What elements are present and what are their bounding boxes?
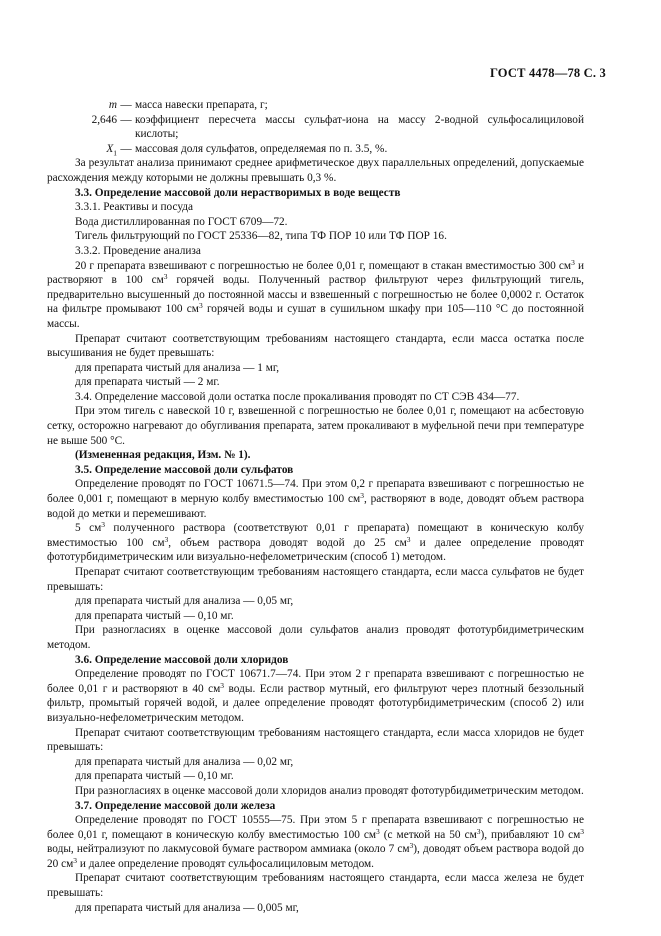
paragraph-3-6-procedure: Определение проводят по ГОСТ 10671.7—74. При этом 2 г препарата взвешивают с погрешностью не более 0,01 г и растворяют в 40 $см^3$ воды. Если раствор мутный, его фильтруют через плотный беззольный фильтр, промытый горячей водой, и далее определение проводят фототурбидиметрическим (способ 2) или визуально-нефелометрическим методом. — [47, 668, 584, 724]
section-heading-3-5: 3.5. Определение массовой доли сульфатов — [75, 463, 294, 476]
definition-symbol: m — [108, 99, 117, 111]
section-heading-3-3: 3.3. Определение массовой доли нерастворимых в воде веществ — [75, 186, 401, 199]
paragraph-3-6-requirement: Препарат считают соответствующим требованиям настоящего стандарта, если масса хлоридов не будет превышать: — [47, 726, 584, 754]
section-heading-3-6: 3.6. Определение массовой доли хлоридов — [75, 653, 289, 666]
definition-dash: — — [120, 142, 132, 155]
paragraph-3-5-procedure: Определение проводят по ГОСТ 10671.5—74. При этом 0,2 г препарата взвешивают с погрешностью не более 0,001 г, помещают в мерную колбу вместимостью 100 $см^3$, растворяют в воде, доводят объем раствора водой до метки и перемешивают. — [47, 478, 584, 520]
definition-symbol: $X_1$ — [106, 142, 117, 158]
definition-text: массовая доля сульфатов, определяемая по п. 3.5, %. — [135, 142, 388, 155]
paragraph-3-3-2-procedure: 20 г препарата взвешивают с погрешностью не более 0,01 г, помещают в стакан вместимостью 300 $см^3$ и растворяют в 100 $см^3$ горячей воды. Полученный раствор фильтруют через фильтрующий тигель, предварительно высушенный до постоянной массы и взвешенный с погрешностью не более 0,0002 г. Остаток на фильтре промывают 100 $см^3$ горячей воды и сушат в сушильном шкафу при 105—110 °С до постоянной массы. — [47, 257, 584, 330]
limit-item: для препарата чистый для анализа — 0,05 мг, — [75, 595, 294, 608]
limit-item: для препарата чистый для анализа — 0,005 мг, — [75, 901, 299, 914]
page-header: ГОСТ 4478—78 С. 3 — [489, 66, 606, 80]
paragraph-3-5-method: 5 $см^3$ полученного раствора (соответствуют 0,01 г препарата) помещают в коническую колбу вместимостью 100 $см^3$, объем раствора доводят водой до 25 $см^3$ и далее определение проводят фототурбидиметрическим или визуально-нефелометрическим (способ 1) методом. — [47, 520, 584, 564]
paragraph-result: За результат анализа принимают среднее арифметическое двух параллельных определений, допускаемые расхождения между которыми не должны превышать 0,3 %. — [47, 157, 584, 184]
document-body — [47, 98, 584, 915]
section-3-4: 3.4. Определение массовой доли остатка после прокаливания проводят по СТ СЭВ 434—77. — [75, 390, 520, 403]
definition-text: масса навески препарата, г; — [135, 99, 268, 111]
reagent-water: Вода дистиллированная по ГОСТ 6709—72. — [75, 215, 288, 228]
limit-item: для препарата чистый для анализа — 1 мг, — [75, 361, 280, 374]
limit-item: для препарата чистый — 0,10 мг. — [75, 770, 234, 783]
paragraph-3-6-dispute: При разногласиях в оценке массовой доли хлоридов анализ проводят фототурбидиметрическим методом. — [75, 784, 584, 797]
definition-symbol: 2,646 — [91, 113, 117, 126]
limit-item: для препарата чистый для анализа — 0,02 мг, — [75, 755, 294, 768]
paragraph-3-7-requirement: Препарат считают соответствующим требованиям настоящего стандарта, если масса железа не будет превышать: — [47, 872, 584, 900]
section-heading-3-7: 3.7. Определение массовой доли железа — [75, 799, 276, 812]
limit-item: для препарата чистый — 0,10 мг. — [75, 609, 234, 622]
paragraph-3-5-requirement: Препарат считают соответствующим требованиям настоящего стандарта, если масса сульфатов не будет превышать: — [47, 566, 584, 593]
reagent-crucible: Тигель фильтрующий по ГОСТ 25336—82, типа ТФ ПОР 10 или ТФ ПОР 16. — [75, 230, 447, 243]
definition-coefficient — [47, 113, 584, 142]
subsection-3-3-1: 3.3.1. Реактивы и посуда — [75, 201, 194, 214]
paragraph-3-5-dispute: При разногласиях в оценке массовой доли сульфатов анализ проводят фототурбидиметрическим методом. — [47, 624, 584, 651]
amendment-note: (Измененная редакция, Изм. № 1). — [75, 449, 251, 462]
paragraph-3-3-2-requirement: Препарат считают соответствующим требованиям настоящего стандарта, если масса остатка после высушивания не будет превышать: — [47, 332, 584, 360]
definition-dash: — — [120, 99, 132, 111]
subsection-3-3-2: 3.3.2. Проведение анализа — [75, 244, 201, 257]
definition-text: коэффициент пересчета массы сульфат-иона на массу 2-водной сульфосалициловой кислоты; — [135, 113, 584, 141]
paragraph-3-4-procedure: При этом тигель с навеской 10 г, взвешенной с погрешностью не более 0,01 г, помещают на асбестовую сетку, осторожно нагревают до обугливания препарата, затем прокаливают в муфельной печи при температуре не выше 500 °С. — [47, 405, 584, 447]
definition-x1 — [47, 142, 584, 157]
definition-m — [47, 98, 584, 113]
limit-item: для препарата чистый — 2 мг. — [75, 376, 220, 389]
definition-dash: — — [120, 113, 132, 126]
paragraph-3-7-procedure: Определение проводят по ГОСТ 10555—75. При этом 5 г препарата взвешивают с погрешностью не более 0,01 г, помещают в коническую колбу вместимостью 100 $см^3$ (с меткой на 50 $см^3$), прибавляют 10 $см^3$ воды, нейтрализуют по лакмусовой бумаге раствором аммиака (около 7 $см^3$), доводят объем раствора водой до 20 $см^3$ и далее определение проводят сульфосалициловым методом. — [47, 814, 584, 870]
